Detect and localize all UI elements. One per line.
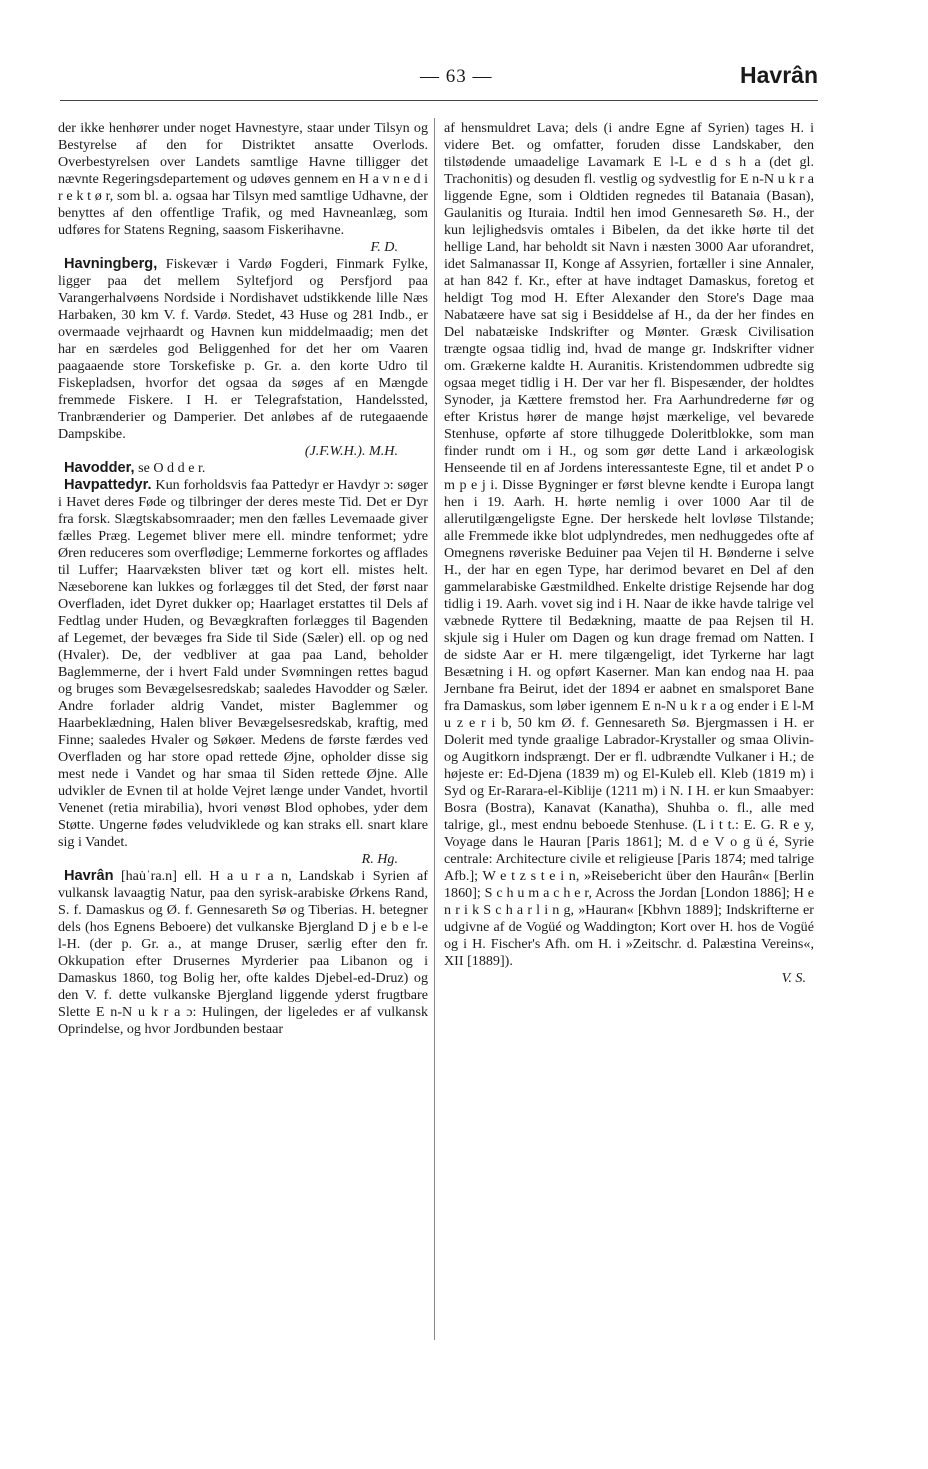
right-column bbox=[444, 120, 814, 987]
entry-havodder bbox=[58, 460, 428, 477]
signature-vs: V. S. bbox=[781, 970, 806, 986]
headword-havodder: Havodder, bbox=[64, 460, 135, 476]
running-head: Havrân bbox=[740, 62, 818, 88]
entry-havningberg-text: Fiskevær i Vardø Fogderi, Finmark Fylke, ligger paa det mellem Syltefjord og Persfjord paa Varangerhalvøens Nordside i Nordishavet udstikkende lille Næs Harbaken, 30 km V. f. Vardø. Stedet, 43 Huse og 281 Indb., er overmaade vejrhaardt og Havnen kun middelmaadig; men det har en særdeles god Beliggenhed for det her om Vaaren paagaaende store Torskefiske p. Gr. a. den korte Udro til Fiskepladsen, hvorfor det ogsaa da søges af en Mængde fremmede Fiskere. I H. er Telegrafstation, Handelssted, Tranbrænderier og Damperier. Det anløbes af de rutegaaende Dampskibe. bbox=[58, 256, 428, 442]
signature-havpattedyr: R. Hg. bbox=[361, 851, 398, 867]
page-header bbox=[60, 60, 818, 94]
left-column bbox=[58, 120, 428, 1038]
page-number: — 63 — bbox=[420, 66, 493, 87]
entry-havningberg bbox=[58, 256, 428, 443]
havnevaesen-continuation: der ikke henhører under noget Havnestyre, staar under Tilsyn og Bestyrelse af den for Distriktet ansatte Overlods. Overbestyrelsen over Landets samtlige Havne tilligger det nævnte Regeringsdepartement og udøves gennem en H a v n e d i r e k t ø r, som bl. a. ogsaa har Tilsyn med samtlige Udhavne, der benyttes af den offentlige Trafik, og med Havneanlæg, som udføres for Statens Regning, saasom Fiskerihavne. bbox=[58, 120, 428, 238]
havran-continuation: af hensmuldret Lava; dels (i andre Egne af Syrien) tages H. i videre Bet. og omfatter, foruden disse Landskaber, den tilstødende umaadelige Lavamark E l-L e d s h a (det gl. Trachonitis) og desuden fl. vestlig og sydvestlig for E n-N u k r a liggende Egne, som i Oldtiden regnedes til Batanaia (Basan), Gaulanitis og Ituraia. Indtil hen imod Gennesareth Sø. H., der kun lejlighedsvis omtales i Bibelen, da det ikke hørte til det hellige Land, har beholdt sit Navn i næsten 3000 Aar uforandret, idet Salmanassar II, Konge af Assyrien, fortæller i sine Annaler, at han 842 f. Kr., efter at have indtaget Damaskus, foretog et heldigt Tog mod H. Efter Alexander den Store's Dage maa Nabatæere have sat sig i Besiddelse af H., da der her findes en Del nabatæiske Indskrifter og Mønter. Græsk Civilisation trængte ogsaa tidlig ind, hvad de mange gr. Indskrifter vidner om. Grækerne kaldte H. Auranitis. Kristendommen udbredte sig ogsaa meget tidlig i H. Der var her fl. Bispesænder, der holdtes Synoder, ja Kættere fremstod her. Fra Aarhundrederne før og efter Kristus hører de mange højst mærkelige, vel bevarede Stenhuse, opførte af store tilhuggede Doleritblokke, som man finder rundt om i H., og som gør dette Land i arkæologisk Henseende til en af Jordens interessanteste Egne, til et andet P o m p e j i. Disse Bygninger er først blevne kendte i Europa langt hen i 19. Aarh. H. hørte nemlig i over 1000 Aar til de allerutilgængeligste Egne. Der herskede helt lovløse Tilstande; alle Fremmede ikke blot udplyndredes, men nedhuggedes ofte af Omegnens røveriske Beduiner paa Vejen til H. Bønderne i selve H., der har en egen Type, har derimod bevaret en Del af den gammelarabiske Gæstmildhed. Enkelte dristige Rejsende har dog tidlig i 19. Aarh. vovet sig ind i H. Naar de ikke havde talrige vel væbnede Ryttere til Bedækning, maatte de paa Rejsen til H. skjule sig i Huler om Dagen og kun drage fremad om Natten. I de sidste Aar er H. mere tilgængeligt, idet Tyrkerne har lagt Besætning i H. og opført Kaserner. Man kan endog naa H. paa Jernbane fra Beirut, idet der 1894 er aabnet en smalsporet Bane fra Damaskus, som løber igennem E n-N u k r a og ender i E l-M u z e r i b, 50 km Ø. f. Gennesareth Sø. Bjergmassen i H. er Dolerit med tynde graalige Labrador-Krystaller og smaa Olivin- og Augitkorn indsprængt. Der er fl. udbrændte Vulkaner i H.; de højeste er: Ed-Djena (1839 m) og El-Kuleb ell. Kleb (1819 m) i Syd og Er-Rarara-el-Kiblije (1211 m) i N. I H. er kun Smaabyer: Bosra (Bostra), Kanavat (Kanatha), Shuhba o. fl., alle med talrige, gl., mest endnu beboede Stenhuse. (L i t t.: E. G. R e y, Voyage dans le Hauran [Paris 1861]; M. d e V o g ü é, Syrie centrale: Architecture civile et religieuse [Paris 1874; med talrige Afb.]; W e t z s t e i n, »Reisebericht über den Haurân« [Berlin 1860]; S c h u m a c h e r, Across the Jordan [London 1886]; H e n r i k S c h a r l i n g, »Hauran« [Kbhvn 1889]; Indskrifterne er udgivne af de Vogüé og Waddington; Kort over H. hos de Vogüé og i H. Fischer's Afh. om H. i »Zeitschr. d. Palæstina Vereins«, XII [1889]). bbox=[444, 120, 814, 969]
entry-havodder-text: se O d d e r. bbox=[134, 460, 206, 476]
entry-havpattedyr bbox=[58, 477, 428, 851]
headword-havran: Havrân bbox=[64, 868, 114, 884]
signature-fd: F. D. bbox=[370, 239, 398, 255]
headword-havningberg: Havningberg, bbox=[64, 256, 158, 272]
header-rule bbox=[60, 100, 818, 101]
entry-havpattedyr-text: Kun forholdsvis faa Pattedyr er Havdyr ɔ: søger i Havet deres Føde og tilbringer der deres meste Tid. Det er Dyr fra forsk. Slægtskabsomraader; men den fælles Levemaade giver fælles Præg. Legemet bliver mere ell. mindre tenformet; ydre Øren reduceres som overflødige; Lemmerne forkortes og afflades til Luffer; Haarvæksten bliver tæt og kort ell. mistes helt. Næseborene kan lukkes og forlægges til det Sted, der først naar Overfladen, idet Dyret dukker op; Haarlaget erstattes til Dels af Fedtlag under Huden, og Bevægkraften forlægges til Bagenden af Legemet, der bevæges fra Side til Side (Sæler) ell. op og ned (Hvaler). De, der vedbliver at gaa paa Land, beholder Baglemmerne, der i hvert Fald under Svømningen rettes bagud og bruges som Bevægelsesredskab; saaledes Havodder og Sæler. Andre forlader aldrig Vandet, mister Baglemmer og Haarbeklædning, Halen bliver Bevægelsesredskab, kraftig, med Finne; saaledes Hvaler og Søkøer. Medens de første færdes ved Overfladen og har store opad rettede Øjne, opholder disse sig mest nede i Vandet og har smaa til Siden rettede Øjne. Alle udvikler de Evnen til at holde Vejret længe under Vandet, hvortil Venenet (retia mirabilia), hvori venøst Blod ophobes, yder dem Støtte. Ungerne fødes veludviklede og kan straks ell. snart klare sig i Vandet. bbox=[58, 477, 428, 850]
entry-havran-text: [hau̇ˈra.n] ell. H a u r a n, Landskab i Syrien af vulkansk lavaagtig Natur, paa den syrisk-arabiske Ørkens Rand, S. f. Damaskus og Ø. f. Gennesareth Sø og Tiberias. H. betegner dels (hos Egnens Beboere) det vulkanske Bjergland D j e b e l-e l-H. (der p. Gr. a., at mange Druser, særlig efter den fr. Okkupation efter Drusernes Myrderier paa Libanon og i Damaskus 1860, tog Bolig her, ofte kaldes Djebel-ed-Druz) og den V. f. dette vulkanske Bjergland liggende yderst frugtbare Slette E n-N u k r a ɔ: Hulingen, der ligeledes er af vulkansk Oprindelse, og hvor Jordbunden bestaar bbox=[58, 868, 428, 1037]
entry-havran bbox=[58, 868, 428, 1038]
signature-havningberg: (J.F.W.H.). M.H. bbox=[304, 443, 398, 459]
headword-havpattedyr: Havpattedyr. bbox=[64, 477, 152, 493]
column-divider bbox=[434, 118, 435, 1340]
